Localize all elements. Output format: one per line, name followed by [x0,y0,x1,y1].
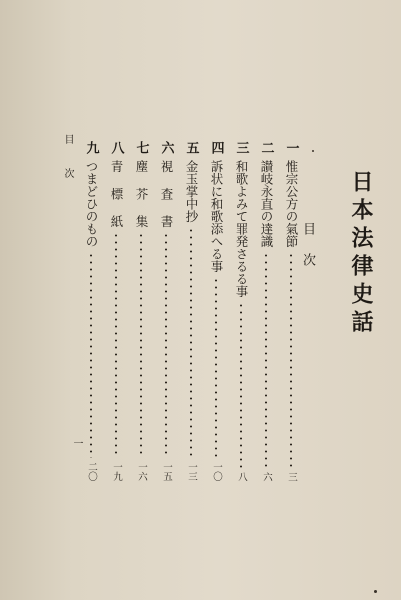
leader-dots [115,232,117,459]
entry-number: 三 [233,141,249,154]
entry-page: 一九 [111,462,122,481]
toc-entry[interactable] [255,141,277,481]
entry-page: 三 [286,471,297,481]
toc-entry[interactable] [130,141,152,481]
toc-entry[interactable] [155,141,177,481]
leader-dots [215,277,217,459]
leader-dots [190,227,192,459]
entry-number: 五 [183,141,199,154]
entry-title: 金玉掌中抄 [184,160,199,223]
toc-entry[interactable] [280,141,302,481]
entry-number: 四 [208,141,224,154]
leader-dots [290,252,292,468]
leader-dots [240,302,242,468]
margin-heading [60,134,75,178]
entry-number: 二 [258,141,274,154]
entry-page: 一五 [161,462,172,481]
toc-entry[interactable] [205,141,227,481]
margin-heading-tsugi: 次 [62,168,73,178]
leader-dots [265,252,267,468]
entry-number: 八 [108,141,124,154]
entry-title: 惟宗公方の氣節 [284,160,299,248]
entry-number: 一 [283,141,299,154]
leader-dots [165,232,167,459]
entry-page: 八 [236,471,247,481]
entry-page: 六 [261,471,272,481]
paper-speck [374,590,377,593]
entry-title: 和歌よみて罪発さるる事 [234,160,249,298]
toc-entry[interactable] [105,141,127,481]
toc-entry[interactable] [230,141,252,481]
entry-title: 讃岐永直の達識 [259,160,274,248]
toc-heading-moku: 目 [300,222,315,235]
page-folio: 一 [71,438,82,448]
toc-entry[interactable] [80,141,102,481]
entry-number: 七 [133,141,149,154]
entry-title: つまどひのもの [84,160,99,248]
entry-number: 九 [83,141,99,154]
entry-page: 一〇 [211,462,222,481]
entry-number: 六 [158,141,174,154]
entry-page: 一六 [136,462,147,481]
entry-title: 塵 芥 集 [134,160,149,228]
leader-dots [90,252,92,459]
entry-title: 視 査 書 [159,160,174,228]
leader-dots [140,232,142,459]
book-title: 日本法律史話 [348,170,374,338]
entry-title: 訴状に和歌添へる事 [209,160,224,273]
toc-entries [80,141,302,481]
entry-title: 青 標 紙 [109,160,124,228]
toc-heading-tsugi: 次 [300,253,315,266]
paper-speck [312,150,314,152]
margin-heading-moku: 目 [62,134,73,144]
entry-page: 一三 [186,462,197,481]
toc-entry[interactable] [180,141,202,481]
entry-page: 二〇 [86,462,97,481]
